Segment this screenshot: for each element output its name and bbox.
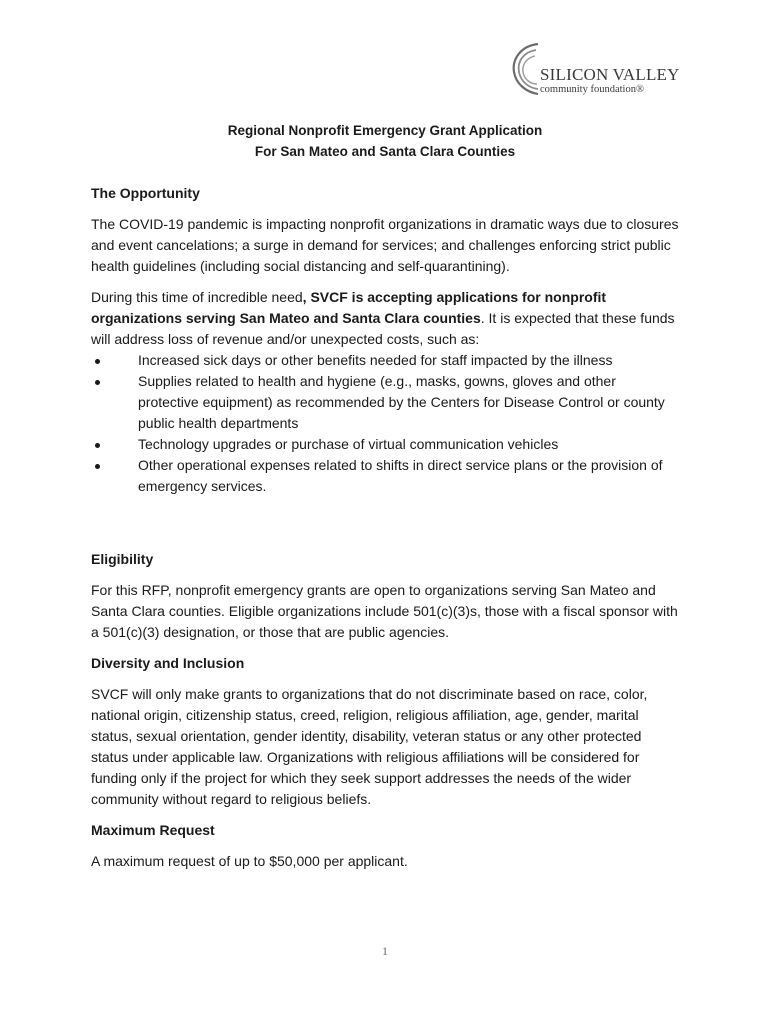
- heading-maximum-request: Maximum Request: [91, 822, 215, 838]
- page-number: 1: [382, 944, 388, 958]
- list-item: [91, 350, 679, 371]
- paragraph-diversity: SVCF will only make grants to organizations that do not discriminate based on race, color, national origin, citizenship status, creed, religion, religious affiliation, age, gender, marital status, sexual orientation, gender identity, disability, veteran status or any other protected status under applicable law. Organizations with religious affiliations will be considered for funding only if the project for which they seek support addresses the needs of the wider community without regard to religious beliefs.: [91, 686, 648, 807]
- svcf-logo: [508, 40, 684, 102]
- bullet-icon: [95, 359, 100, 364]
- list-item-text: Increased sick days or other benefits needed for staff impacted by the illness: [138, 352, 613, 368]
- list-item: [91, 455, 679, 497]
- document-title-line2: For San Mateo and Santa Clara Counties: [254, 144, 516, 159]
- document-title-line1: Regional Nonprofit Emergency Grant Application: [227, 123, 543, 138]
- heading-diversity: Diversity and Inclusion: [91, 655, 245, 671]
- list-item-text: Supplies related to health and hygiene (e.g., masks, gowns, gloves and other protective equipment) as recommended by the Centers for Disease Control or county public health departments: [138, 373, 665, 431]
- bullet-icon: [95, 380, 100, 385]
- paragraph-opportunity: The COVID-19 pandemic is impacting nonprofit organizations in dramatic ways due to closures and event cancelations; a surge in demand for services; and challenges enforcing strict public health guidelines (including social distancing and self-quarantining).: [91, 216, 679, 274]
- list-item: [91, 371, 679, 434]
- logo-title: SILICON VALLEY: [540, 65, 680, 84]
- heading-opportunity: The Opportunity: [91, 185, 200, 201]
- paragraph-need-post: . It is expected that these funds will address loss of revenue and/or unexpected costs, such as:: [91, 310, 675, 347]
- paragraph-eligibility: For this RFP, nonprofit emergency grants are open to organizations serving San Mateo and Santa Clara counties. Eligible organizations include 501(c)(3)s, those with a fiscal sponsor with a 501(c)(3) designation, or those that are public agencies.: [91, 582, 678, 640]
- paragraph-maximum-request: A maximum request of up to $50,000 per applicant.: [91, 853, 408, 869]
- paragraph-need-bold: , SVCF is accepting applications for nonprofit organizations serving San Mateo and Santa Clara counties: [91, 289, 607, 326]
- paragraph-need: [91, 287, 679, 350]
- bullet-icon: [95, 443, 100, 448]
- list-item: [91, 434, 679, 455]
- expense-list: [91, 350, 679, 497]
- list-item-text: Other operational expenses related to shifts in direct service plans or the provision of emergency services.: [138, 457, 663, 494]
- paragraph-need-pre: During this time of incredible need: [91, 289, 303, 305]
- logo-subtitle: community foundation®: [540, 84, 644, 95]
- bullet-icon: [95, 464, 100, 469]
- heading-eligibility: Eligibility: [91, 551, 154, 567]
- list-item-text: Technology upgrades or purchase of virtual communication vehicles: [138, 436, 559, 452]
- document-body: [91, 120, 679, 872]
